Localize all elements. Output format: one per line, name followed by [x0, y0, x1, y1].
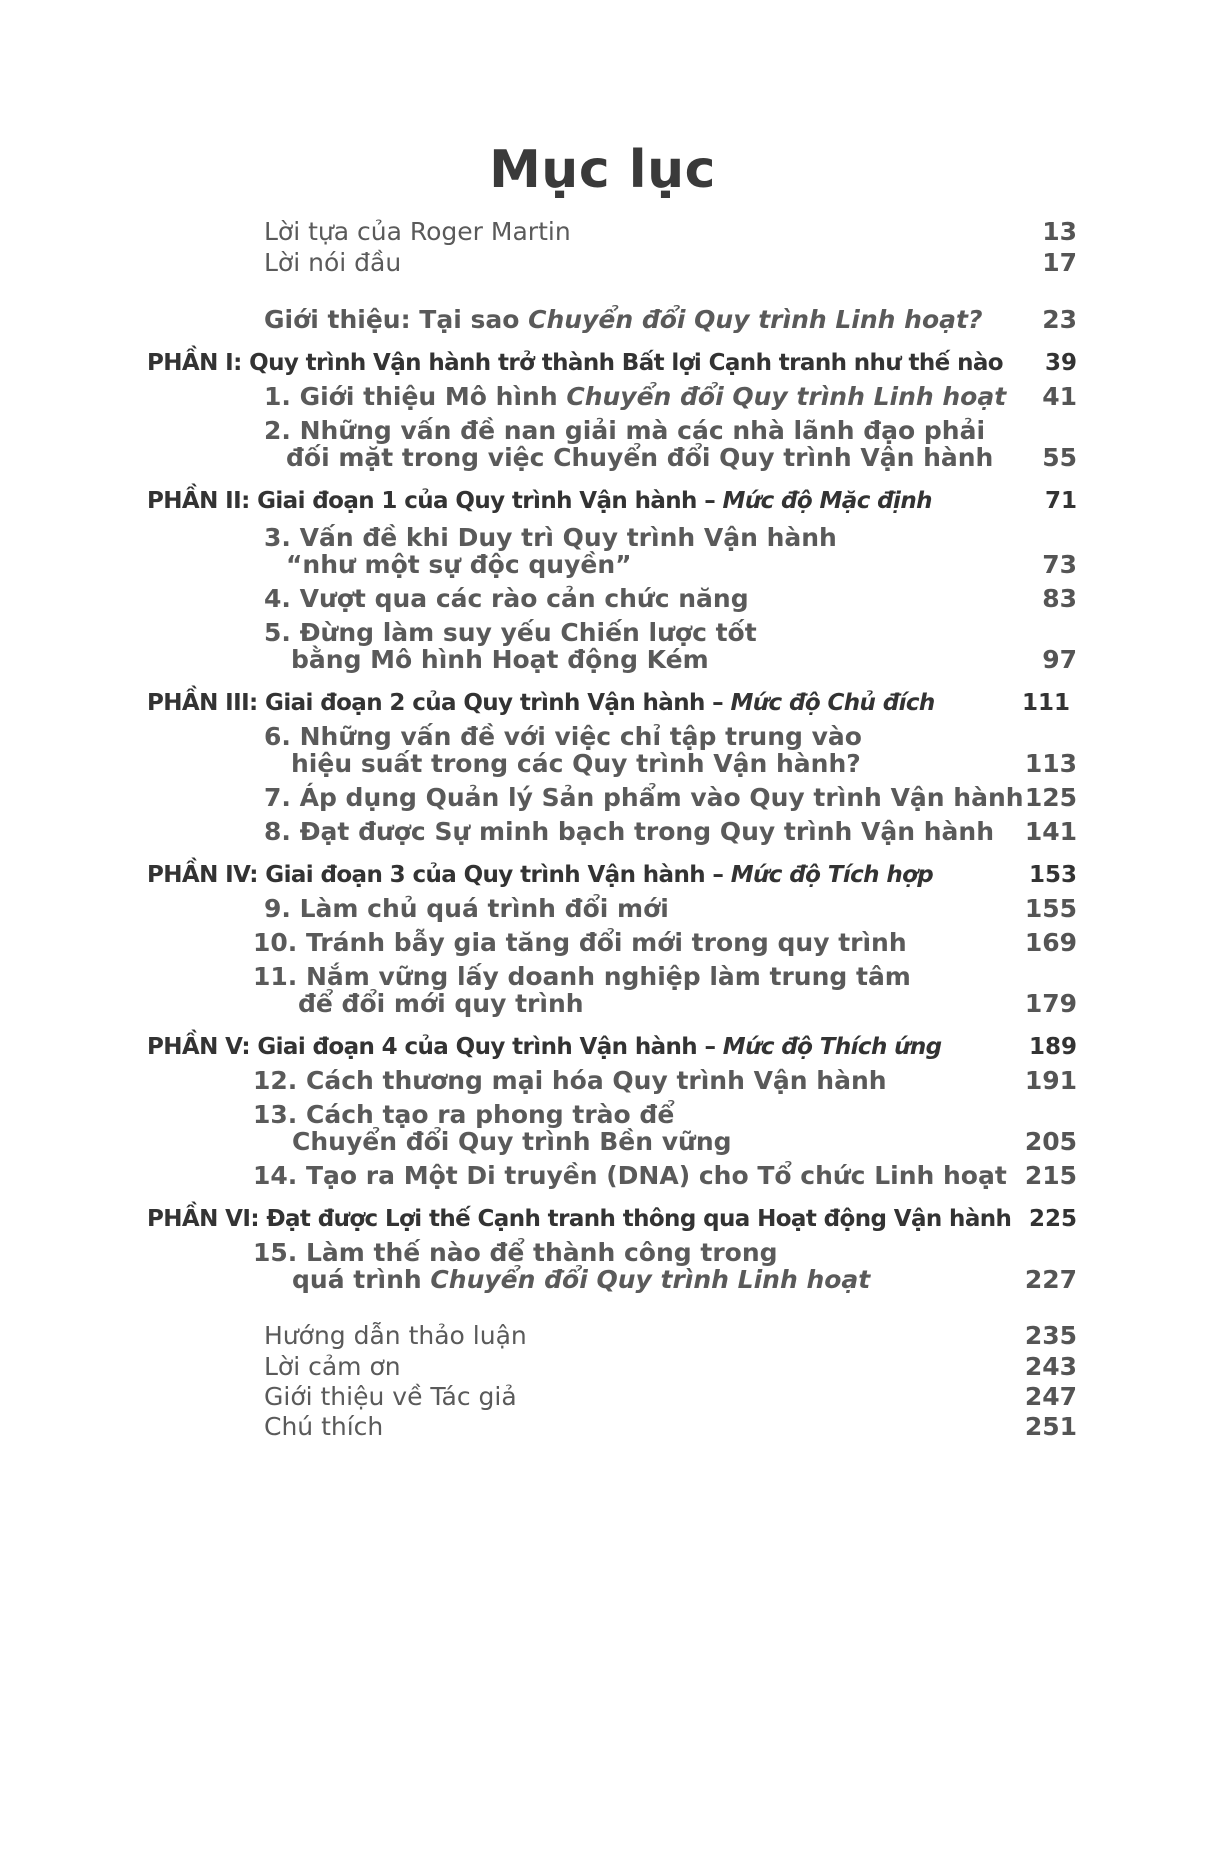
toc-entry-text: 7. Áp dụng Quản lý Sản phẩm vào Quy trình Vận hành: [264, 783, 1024, 812]
toc-chapter-3-line2[interactable]: [0, 547, 1205, 583]
toc-entry-preface[interactable]: [0, 245, 1205, 281]
toc-part-5[interactable]: [0, 1029, 1205, 1065]
toc-entry-notes[interactable]: [0, 1409, 1205, 1445]
toc-entry-text: Hướng dẫn thảo luận: [264, 1321, 527, 1350]
toc-chapter-1[interactable]: [0, 379, 1205, 415]
toc-part-2[interactable]: [0, 483, 1205, 519]
toc-chapter-7[interactable]: [0, 780, 1205, 816]
toc-entry-text: 6. Những vấn đề với việc chỉ tập trung vào: [264, 722, 862, 751]
toc-page-number: 141: [1024, 817, 1077, 846]
toc-page-number: 243: [1024, 1352, 1077, 1381]
toc-entry-text: Chuyển đổi Quy trình Bền vững: [292, 1127, 732, 1156]
toc-entry-text: Lời nói đầu: [264, 248, 402, 277]
toc-entry-text: 2. Những vấn đề nan giải mà các nhà lãnh đạo phải: [264, 416, 986, 445]
toc-chapter-15-line2[interactable]: [0, 1262, 1205, 1298]
toc-entry-text: 4. Vượt qua các rào cản chức năng: [264, 584, 749, 613]
toc-chapter-9[interactable]: [0, 891, 1205, 927]
toc-page-number: 169: [1024, 928, 1077, 957]
toc-page-number: 97: [1042, 645, 1077, 674]
toc-entry-text: Chú thích: [264, 1412, 384, 1441]
page-title: Mục lục: [489, 140, 716, 200]
toc-page-number: 83: [1042, 584, 1077, 613]
toc-page-number: 113: [1024, 749, 1077, 778]
toc-page-number: 215: [1024, 1161, 1077, 1190]
toc-entry-text: 12. Cách thương mại hóa Quy trình Vận hành: [253, 1066, 887, 1095]
toc-chapter-10[interactable]: [0, 925, 1205, 961]
toc-page-number: 71: [1044, 488, 1077, 514]
toc-part-title: PHẦN VI: Đạt được Lợi thế Cạnh tranh thông qua Hoạt động Vận hành: [147, 1206, 1012, 1232]
toc-chapter-13-line2[interactable]: [0, 1124, 1205, 1160]
toc-page-number: 17: [1042, 248, 1077, 277]
toc-entry-text: 15. Làm thế nào để thành công trong: [253, 1238, 778, 1267]
toc-entry-text: quá trình Chuyển đổi Quy trình Linh hoạt: [292, 1265, 871, 1294]
toc-part-4[interactable]: [0, 857, 1205, 893]
toc-page-number: 23: [1042, 305, 1077, 334]
toc-page-number: 205: [1024, 1127, 1077, 1156]
toc-entry-text: 13. Cách tạo ra phong trào để: [253, 1100, 675, 1129]
toc-entry-text: Lời tựa của Roger Martin: [264, 217, 571, 246]
toc-part-title: PHẦN II: Giai đoạn 1 của Quy trình Vận hành – Mức độ Mặc định: [147, 488, 932, 514]
toc-entry-text: 8. Đạt được Sự minh bạch trong Quy trình Vận hành: [264, 817, 995, 846]
toc-chapter-12[interactable]: [0, 1063, 1205, 1099]
toc-entry-text: Giới thiệu: Tại sao Chuyển đổi Quy trình Linh hoạt?: [264, 305, 983, 334]
toc-page-number: 153: [1028, 862, 1077, 888]
toc-page-number: 55: [1042, 443, 1077, 472]
toc-page-number: 247: [1024, 1382, 1077, 1411]
toc-entry-text: “như một sự độc quyền”: [286, 550, 632, 579]
toc-page-number: 73: [1042, 550, 1077, 579]
toc-entry-text: 14. Tạo ra Một Di truyền (DNA) cho Tổ chức Linh hoạt: [253, 1161, 1007, 1190]
toc-entry-text: đối mặt trong việc Chuyển đổi Quy trình Vận hành: [286, 443, 994, 472]
toc-entry-text: 10. Tránh bẫy gia tăng đổi mới trong quy trình: [253, 928, 907, 957]
toc-part-title: PHẦN I: Quy trình Vận hành trở thành Bất lợi Cạnh tranh như thế nào: [147, 350, 1003, 376]
toc-page-number: 41: [1042, 382, 1077, 411]
toc-entry-text: 1. Giới thiệu Mô hình Chuyển đổi Quy trình Linh hoạt: [264, 382, 1007, 411]
toc-page-number: 251: [1024, 1412, 1077, 1441]
toc-entry-introduction[interactable]: [0, 302, 1205, 338]
toc-entry-text: 3. Vấn đề khi Duy trì Quy trình Vận hành: [264, 523, 837, 552]
toc-part-title: PHẦN III: Giai đoạn 2 của Quy trình Vận hành – Mức độ Chủ đích: [147, 690, 935, 716]
toc-page-number: 227: [1024, 1265, 1077, 1294]
toc-part-3[interactable]: [0, 685, 1205, 721]
toc-part-1[interactable]: [0, 345, 1205, 381]
toc-entry-text: 11. Nắm vững lấy doanh nghiệp làm trung tâm: [253, 962, 911, 991]
toc-entry-text: hiệu suất trong các Quy trình Vận hành?: [291, 749, 861, 778]
toc-page-number: 155: [1024, 894, 1077, 923]
toc-entry-text: bằng Mô hình Hoạt động Kém: [291, 645, 709, 674]
toc-page-number: 225: [1028, 1206, 1077, 1232]
toc-chapter-6-line2[interactable]: [0, 746, 1205, 782]
toc-part-title: PHẦN IV: Giai đoạn 3 của Quy trình Vận hành – Mức độ Tích hợp: [147, 862, 934, 888]
toc-page-number: 39: [1044, 350, 1077, 376]
toc-page-number: 111: [1021, 690, 1070, 716]
toc-page-number: 235: [1024, 1321, 1077, 1350]
toc-part-6[interactable]: [0, 1201, 1205, 1237]
toc-chapter-4[interactable]: [0, 581, 1205, 617]
toc-entry-text: để đổi mới quy trình: [298, 989, 584, 1018]
toc-page-number: 189: [1028, 1034, 1077, 1060]
toc-page-number: 191: [1024, 1066, 1077, 1095]
toc-chapter-2-line2[interactable]: [0, 440, 1205, 476]
toc-entry-text: 9. Làm chủ quá trình đổi mới: [264, 894, 669, 923]
toc-page-number: 125: [1024, 783, 1077, 812]
toc-part-title: PHẦN V: Giai đoạn 4 của Quy trình Vận hành – Mức độ Thích ứng: [147, 1034, 942, 1060]
toc-chapter-5-line2[interactable]: [0, 642, 1205, 678]
toc-page-number: 13: [1042, 217, 1077, 246]
toc-chapter-8[interactable]: [0, 814, 1205, 850]
toc-chapter-14[interactable]: [0, 1158, 1205, 1194]
toc-entry-text: Giới thiệu về Tác giả: [264, 1382, 517, 1411]
toc-page-number: 179: [1024, 989, 1077, 1018]
toc-chapter-11-line2[interactable]: [0, 986, 1205, 1022]
toc-entry-text: Lời cảm ơn: [264, 1352, 401, 1381]
toc-entry-text: 5. Đừng làm suy yếu Chiến lược tốt: [264, 618, 757, 647]
